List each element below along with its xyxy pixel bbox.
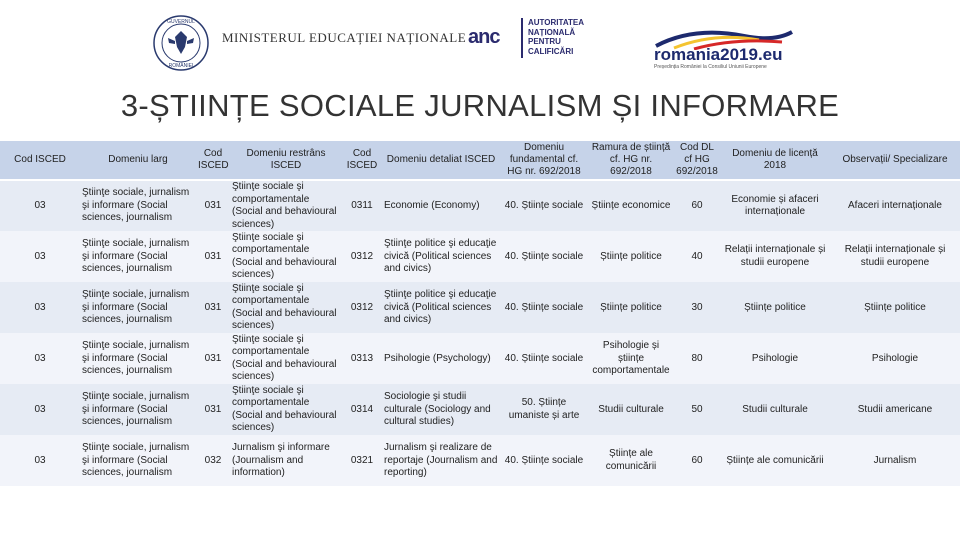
header-cell: Cod ISCED <box>342 141 382 180</box>
table-cell: 031 <box>196 180 230 231</box>
romania2019-subtitle: Președinția României la Consiliul Uniunii Europene <box>654 64 767 70</box>
table-cell: Științe politice <box>588 231 674 282</box>
table-cell: Ştiinţe sociale şi comportamentale (Social and behavioural sciences) <box>230 231 342 282</box>
table-cell: 40. Științe sociale <box>500 180 588 231</box>
header-cell: Domeniu larg <box>80 141 196 180</box>
anc-logo: anc <box>468 26 500 48</box>
table-row <box>0 333 960 384</box>
table-row <box>0 282 960 333</box>
ministry-name: MINISTERUL EDUCAȚIEI NAȚIONALE <box>222 30 467 45</box>
header-cell: Domeniu restrâns ISCED <box>230 141 342 180</box>
table-cell: Ştiinţe sociale, jurnalism şi informare (Social sciences, journalism <box>80 282 196 333</box>
table-cell: 50. Științe umaniste și arte <box>500 384 588 435</box>
header-cell: Cod DL cf HG 692/2018 <box>674 141 720 180</box>
header-cell: Cod ISCED <box>196 141 230 180</box>
table-cell: 40. Științe sociale <box>500 333 588 384</box>
table-cell: Ştiinţe sociale, jurnalism şi informare (Social sciences, journalism <box>80 231 196 282</box>
table-cell: 031 <box>196 384 230 435</box>
table-cell: 031 <box>196 333 230 384</box>
svg-text:ROMÂNIEI: ROMÂNIEI <box>168 63 194 69</box>
header-cell: Domeniu fundamental cf. HG nr. 692/2018 <box>500 141 588 180</box>
table-cell: Jurnalism şi realizare de reportaje (Journalism and reporting) <box>382 435 500 486</box>
table-cell: Economie (Economy) <box>382 180 500 231</box>
table-cell: Ştiinţe sociale şi comportamentale (Social and behavioural sciences) <box>230 333 342 384</box>
table-cell: Ştiinţe sociale, jurnalism şi informare (Social sciences, journalism <box>80 384 196 435</box>
table-cell: 03 <box>0 384 80 435</box>
table-cell: Științe economice <box>588 180 674 231</box>
table-cell: 03 <box>0 435 80 486</box>
table-cell: Relații internaționale și studii europene <box>720 231 830 282</box>
table-cell: Științe politice <box>588 282 674 333</box>
table-cell: Studii culturale <box>588 384 674 435</box>
table-cell: 031 <box>196 282 230 333</box>
table-cell: 40. Științe sociale <box>500 435 588 486</box>
table-cell: Științe ale comunicării <box>720 435 830 486</box>
table-cell: 30 <box>674 282 720 333</box>
table-cell: Științe politice <box>830 282 960 333</box>
table-cell: Științe ale comunicării <box>588 435 674 486</box>
anc-name: AUTORITATEA NAȚIONALĂ PENTRU CALIFICĂRI <box>528 18 584 56</box>
table-cell: Ştiinţe politice şi educaţie civică (Political sciences and civics) <box>382 282 500 333</box>
table-cell: 40 <box>674 231 720 282</box>
table-cell: Psihologie și științe comportamentale <box>588 333 674 384</box>
table-cell: Ştiinţe politice şi educaţie civică (Political sciences and civics) <box>382 231 500 282</box>
table-cell: Psihologie <box>720 333 830 384</box>
table-cell: 0311 <box>342 180 382 231</box>
table-cell: Ştiinţe sociale şi comportamentale (Social and behavioural sciences) <box>230 384 342 435</box>
table-cell: 03 <box>0 180 80 231</box>
table-cell: 60 <box>674 180 720 231</box>
table-cell: 0313 <box>342 333 382 384</box>
header-cell: Domeniu detaliat ISCED <box>382 141 500 180</box>
table-cell: Ştiinţe sociale, jurnalism şi informare (Social sciences, journalism <box>80 435 196 486</box>
table-cell: 031 <box>196 231 230 282</box>
table-cell: 0312 <box>342 231 382 282</box>
government-seal-logo <box>152 14 210 72</box>
romania2019-logo: romania2019.eu <box>654 45 783 64</box>
table-cell: Relații internaționale și studii europene <box>830 231 960 282</box>
table-cell: 0314 <box>342 384 382 435</box>
table-cell: Psihologie (Psychology) <box>382 333 500 384</box>
table-header-row <box>0 141 960 180</box>
table-cell: 0321 <box>342 435 382 486</box>
table-cell: Ştiinţe sociale, jurnalism şi informare (Social sciences, journalism <box>80 180 196 231</box>
page-title: 3-ȘTIINȚE SOCIALE JURNALISM ȘI INFORMARE <box>120 88 840 123</box>
table-cell: 03 <box>0 282 80 333</box>
table-cell: Economie și afaceri internaționale <box>720 180 830 231</box>
table-cell: 032 <box>196 435 230 486</box>
table-cell: 0312 <box>342 282 382 333</box>
header-cell: Observații/ Specializare <box>830 141 960 180</box>
table-row <box>0 435 960 486</box>
table-cell: 50 <box>674 384 720 435</box>
table-cell: Afaceri internaționale <box>830 180 960 231</box>
table-cell: 03 <box>0 231 80 282</box>
table-cell: Studii culturale <box>720 384 830 435</box>
table-cell: 80 <box>674 333 720 384</box>
table-cell: 60 <box>674 435 720 486</box>
header-cell: Cod ISCED <box>0 141 80 180</box>
table-cell: Științe politice <box>720 282 830 333</box>
header-cell: Ramura de știință cf. HG nr. 692/2018 <box>588 141 674 180</box>
table-cell: 40. Științe sociale <box>500 282 588 333</box>
anc-divider <box>521 18 523 58</box>
table-row <box>0 180 960 231</box>
table-cell: 40. Științe sociale <box>500 231 588 282</box>
table-cell: Jurnalism şi informare (Journalism and information) <box>230 435 342 486</box>
table-cell: Studii americane <box>830 384 960 435</box>
table-cell: Psihologie <box>830 333 960 384</box>
table-cell: 03 <box>0 333 80 384</box>
table-row <box>0 231 960 282</box>
table-cell: Ştiinţe sociale, jurnalism şi informare (Social sciences, journalism <box>80 333 196 384</box>
svg-text:GUVERNUL: GUVERNUL <box>167 19 195 25</box>
isced-table <box>0 141 960 486</box>
table-cell: Ştiinţe sociale şi comportamentale (Social and behavioural sciences) <box>230 180 342 231</box>
table-cell: Sociologie şi studii culturale (Sociology and cultural studies) <box>382 384 500 435</box>
table-cell: Ştiinţe sociale şi comportamentale (Social and behavioural sciences) <box>230 282 342 333</box>
table-cell: Jurnalism <box>830 435 960 486</box>
table-row <box>0 384 960 435</box>
header-cell: Domeniu de licență 2018 <box>720 141 830 180</box>
